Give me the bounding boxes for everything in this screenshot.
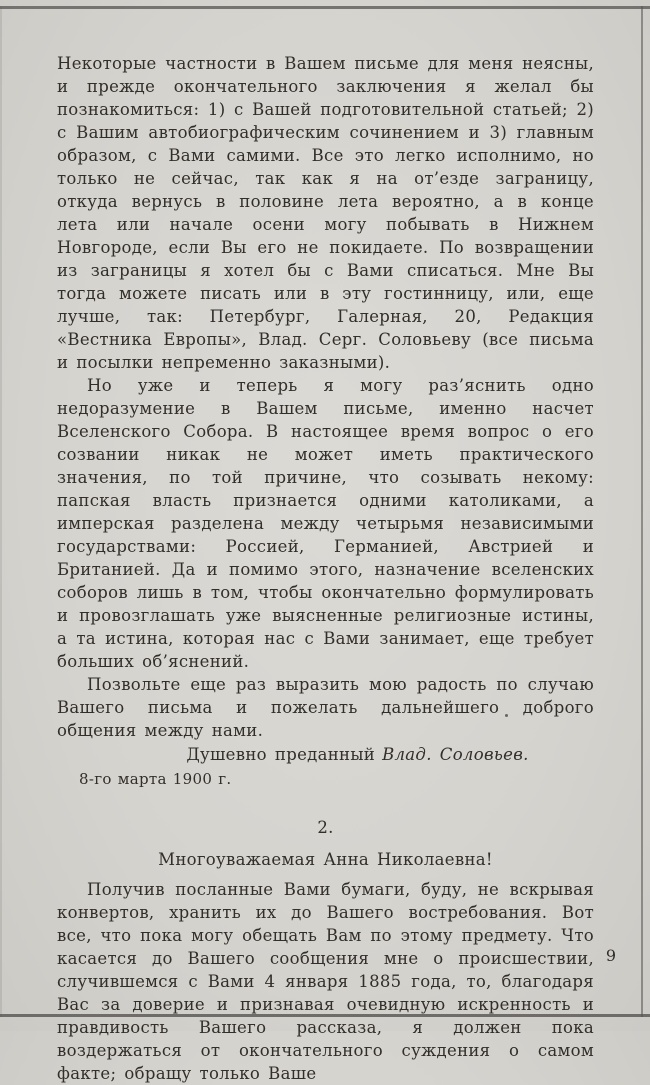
- scan-edge-right: [641, 6, 643, 1017]
- letter2-paragraph-1: Получив посланные Вами бумаги, буду, не вскрывая конвертов, хранить их до Вашего востребования. Вот все, что пока могу обещать Вам по этому предмету. Что касается до Вашего сообщения мне о происшествии, случившемся с Вами 4 января 1885 года, то, благодаря Вас за доверие и признавая очевидную искренность и правдивость Вашего рассказа, я должен пока воздержаться от окончательного суждения о самом факте; обращу только Ваше: [57, 880, 594, 1083]
- letter1-signature: [57, 743, 594, 766]
- letter1-paragraph-2: Но уже и теперь я могу раз’яснить одно недоразумение в Вашем письме, именно насчет Вселенского Собора. В настоящее время вопрос о его созвании никак не может иметь практического значения, по той причине, что созывать некому: папская власть признается одними католиками, а имперская разделена между четырьмя независимыми государствами: Россией, Германией, Австрией и Британией. Да и помимо этого, назначение вселенских соборов лишь в том, чтобы окончательно формулировать и провозглашать уже выясненные религиозные истины, а та истина, которая нас с Вами занимает, еще требует больших об’яснений.: [57, 376, 594, 671]
- letter2-salutation: Многоуважаемая Анна Николаевна!: [158, 850, 493, 869]
- letter1-date: 8-го марта 1900 г.: [79, 770, 232, 788]
- scan-edge-top: [0, 6, 650, 9]
- signature-name: Влад. Соловьев.: [382, 745, 529, 764]
- scan-edge-left: [0, 6, 2, 1017]
- signature-prefix: Душевно преданный: [186, 745, 376, 764]
- page-number: 9: [605, 946, 616, 965]
- page-text-block: [57, 52, 594, 1085]
- letter2-section-number: 2.: [317, 818, 334, 837]
- letter1-paragraph-3: Позвольте еще раз выразить мою радость по случаю Вашего письма и пожелать дальнейшего доброго общения между нами.: [57, 675, 594, 740]
- letter1-paragraph-1: Некоторые частности в Вашем письме для меня неясны, и прежде окончательного заключения я желал бы познакомиться: 1) с Вашей подготовительной статьей; 2) с Вашим автобиографическим сочинением и 3) главным образом, с Вами самими. Все это легко исполнимо, но только не сейчас, так как я на от’езде заграницу, откуда вернусь в половине лета вероятно, а в конце лета или начале осени могу побывать в Нижнем Новгороде, если Вы его не покидаете. По возвращении из заграницы я хотел бы с Вами списаться. Мне Вы тогда можете писать или в эту гостинницу, или, еще лучше, так: Петербург, Галерная, 20, Редакция «Вестника Европы», Влад. Серг. Соловьеву (все письма и посылки непременно заказными).: [57, 54, 594, 372]
